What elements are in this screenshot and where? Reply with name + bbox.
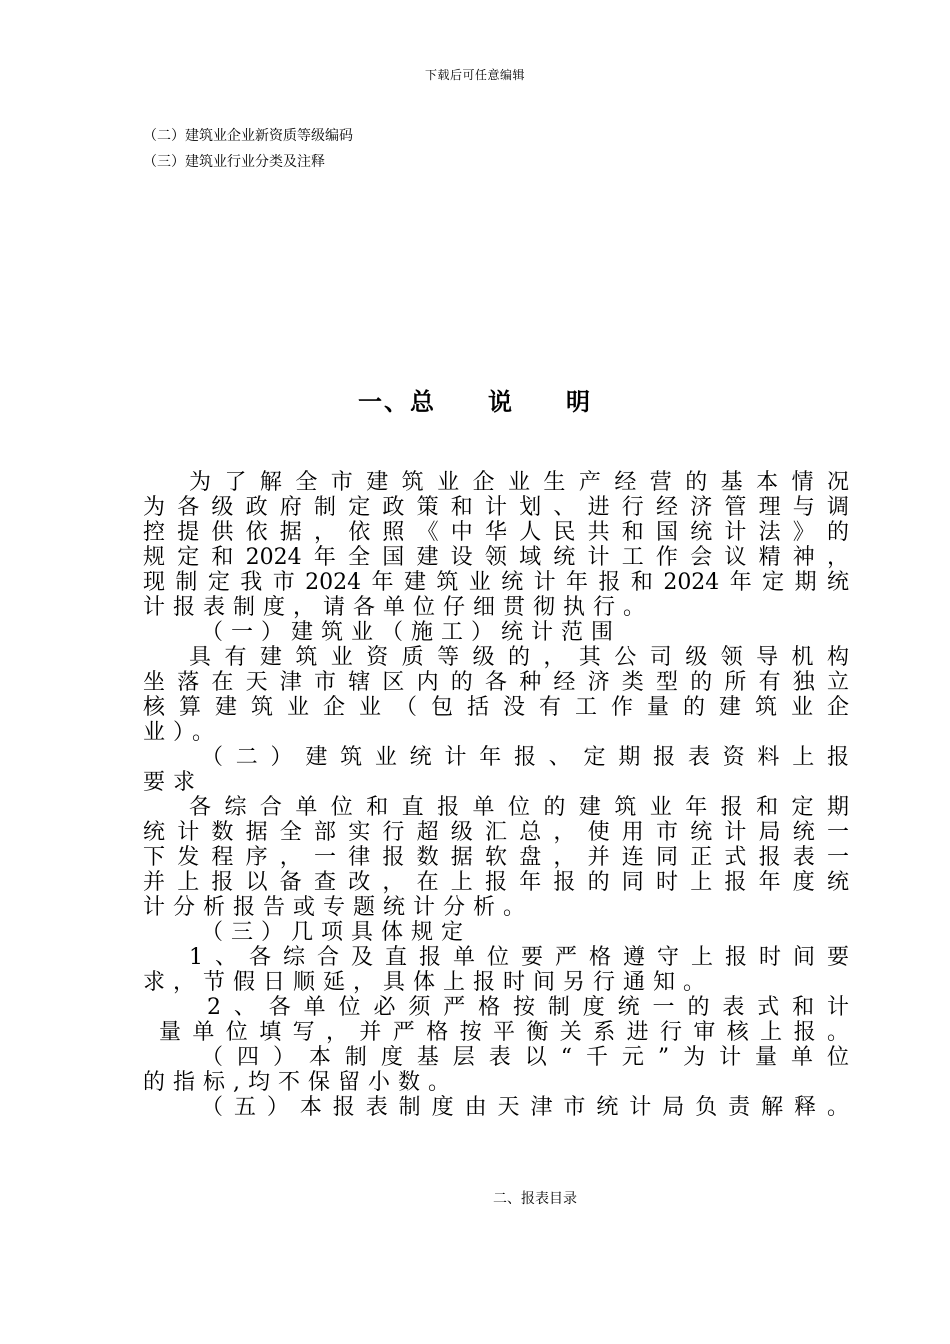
header-note: 下载后可任意编辑: [424, 68, 525, 82]
body-line: 计分析报告或专题统计分析。: [143, 895, 534, 920]
body-line: 2、各单位必须严格按制度统一的表式和计: [207, 995, 849, 1020]
section-title: 一、总 说 明: [358, 387, 592, 416]
next-section-heading: 二、报表目录: [493, 1191, 577, 1207]
body-line: 坐落在天津市辖区内的各种经济类型的所有独立: [143, 670, 849, 695]
general-description-body: [143, 470, 849, 1120]
body-line: 各综合单位和直报单位的建筑业年报和定期: [189, 795, 849, 820]
subsection-heading: （一）建筑业（施工）统计范围: [201, 620, 622, 645]
toc-item-industry-classification: （三）建筑业行业分类及注释: [143, 154, 325, 170]
body-line: 现制定我市2024年建筑业统计年报和2024年定期统: [143, 570, 849, 595]
body-line: 统计数据全部实行超级汇总，使用市统计局统一: [143, 820, 849, 845]
body-line: 核算建筑业企业（包括没有工作量的建筑业企: [143, 695, 849, 720]
subsection-heading: （二）建筑业统计年报、定期报表资料上报: [201, 745, 849, 770]
body-line: 的指标,均不保留小数。: [143, 1070, 458, 1095]
body-line: （四）本制度基层表以“千元”为计量单位: [201, 1045, 849, 1070]
body-line: 下发程序，一律报数据软盘，并连同正式报表一: [143, 845, 849, 870]
body-line: 业）。: [143, 720, 223, 745]
body-line: （五）本报表制度由天津市统计局负责解释。: [201, 1095, 849, 1120]
body-line: 控提供依据，依照《中华人民共和国统计法》的: [143, 520, 849, 545]
body-line: 规定和2024年全国建设领域统计工作会议精神，: [143, 545, 849, 570]
body-line: 求，节假日顺延，具体上报时间另行通知。: [143, 970, 714, 995]
body-line: 具有建筑业资质等级的，其公司级领导机构: [189, 645, 849, 670]
body-line: 计报表制度，请各单位仔细贯彻执行。: [143, 595, 654, 620]
body-line: 1、各综合及直报单位要严格遵守上报时间要: [189, 945, 849, 970]
subsection-heading: 要求: [143, 770, 204, 795]
body-line: 并上报以备查改，在上报年报的同时上报年度统: [143, 870, 849, 895]
body-line: 为各级政府制定政策和计划、进行经济管理与调: [143, 495, 849, 520]
subsection-heading: （三）几项具体规定: [201, 920, 472, 945]
body-line: 量单位填写，并严格按平衡关系进行审核上报。: [159, 1020, 849, 1045]
toc-item-qualification-codes: （二）建筑业企业新资质等级编码: [143, 128, 353, 144]
body-line: 为了解全市建筑业企业生产经营的基本情况: [189, 470, 849, 495]
